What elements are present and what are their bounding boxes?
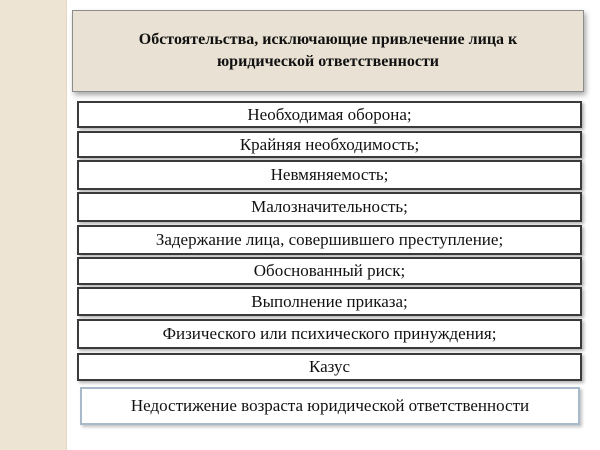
list-item-extreme-necessity: Крайняя необходимость;: [77, 131, 582, 158]
list-item-executing-order: Выполнение приказа;: [77, 287, 582, 316]
list-item-accident: Казус: [77, 353, 582, 381]
list-item-justified-risk: Обоснованный риск;: [77, 257, 582, 285]
page-title: Обстоятельства, исключающие привлечение лица к юридической ответственности: [138, 31, 518, 70]
list-item-detention-of-offender: Задержание лица, совершившего преступление;: [77, 225, 582, 255]
list-item-age-not-reached: Недостижение возраста юридической ответственности: [80, 387, 580, 425]
list-item-insignificance: Малозначительность;: [77, 192, 582, 222]
list-item-insanity: Невмяняемость;: [77, 160, 582, 190]
list-item-necessary-defense: Необходимая оборона;: [77, 101, 582, 128]
list-item-coercion: Физического или психического принуждения;: [77, 319, 582, 349]
